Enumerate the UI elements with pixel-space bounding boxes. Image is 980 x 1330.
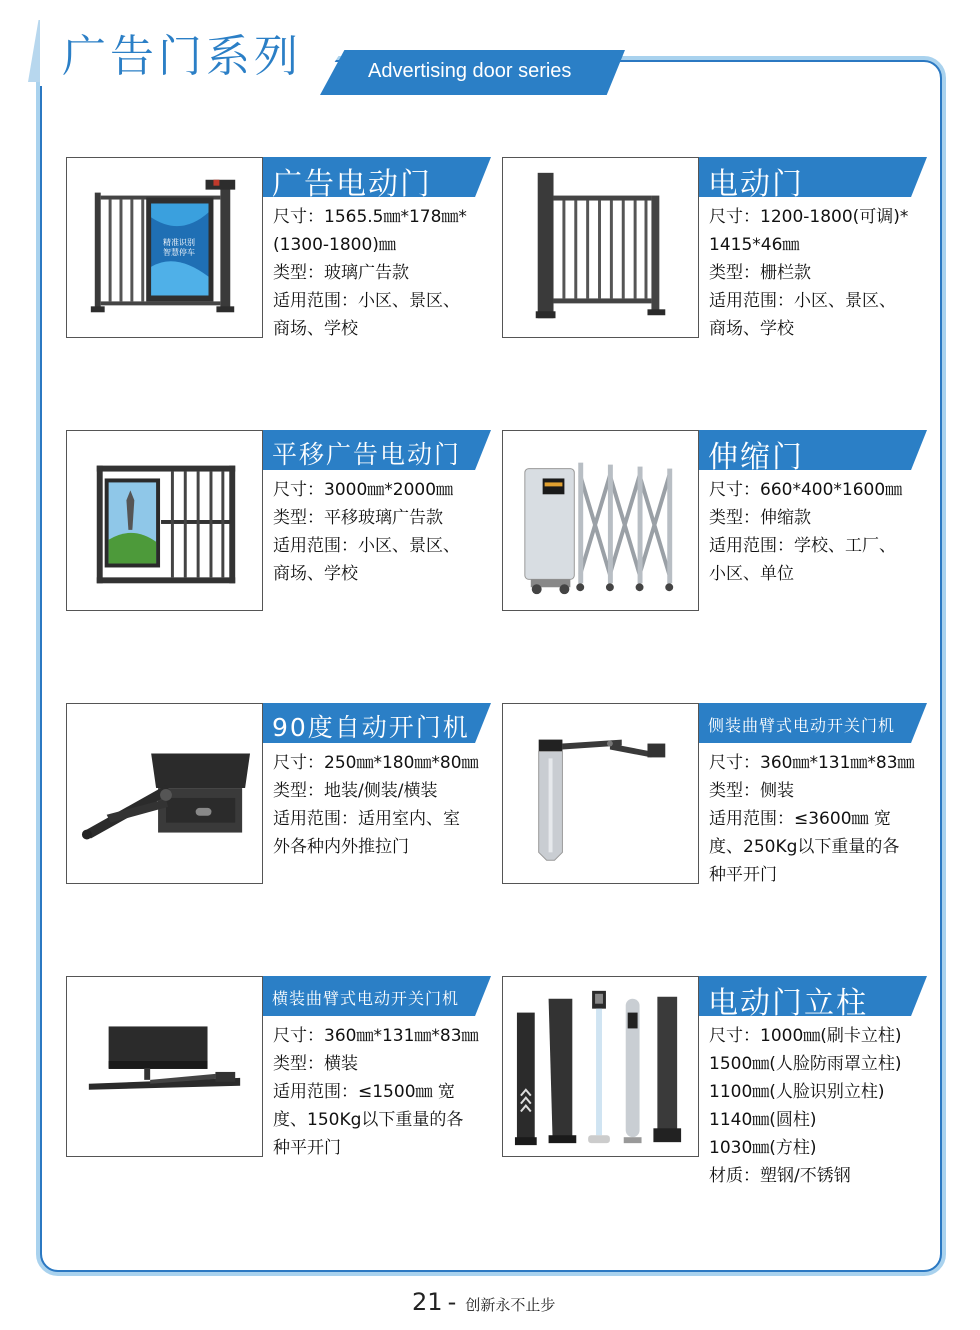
spec-line: 尺寸：660*400*1600㎜	[709, 480, 903, 500]
spec-line: 1030㎜(方柱)	[709, 1138, 817, 1158]
spec-line: 类型：伸缩款	[709, 508, 811, 528]
spec-line: 类型：横装	[273, 1054, 358, 1074]
spec-line: 类型：玻璃广告款	[273, 263, 409, 283]
product-specs	[273, 749, 498, 861]
product-title: 电动门	[708, 167, 804, 202]
spec-line: 1100㎜(人脸识别立柱)	[709, 1082, 885, 1102]
screen-text-line: 智慧停车	[163, 248, 195, 257]
door-opener-image	[66, 703, 263, 884]
spec-line: 尺寸：360㎜*131㎜*83㎜	[709, 753, 915, 773]
footer-separator: -	[447, 1288, 457, 1316]
electric-gate-image	[502, 157, 699, 338]
product-specs	[709, 203, 934, 343]
spec-line: 适用范围：小区、景区、	[273, 291, 460, 311]
spec-line: 商场、学校	[273, 319, 358, 339]
spec-line: 类型：栅栏款	[709, 263, 811, 283]
spec-line: 适用范围：≤1500㎜ 宽	[273, 1082, 455, 1102]
spec-line: 1500㎜(人脸防雨罩立柱)	[709, 1054, 902, 1074]
spec-line: (1300-1800)㎜	[273, 235, 396, 255]
spec-line: 外各种内外推拉门	[273, 837, 409, 857]
spec-line: 类型：地装/侧装/横装	[273, 781, 438, 801]
spec-line: 适用范围：适用室内、室	[273, 809, 460, 829]
screen-text-line: 精准识别	[163, 238, 195, 247]
product-specs	[709, 476, 934, 588]
product-title: 横装曲臂式电动开关门机	[272, 989, 460, 1008]
page-footer	[412, 1288, 555, 1316]
page-title: 广告门系列	[62, 31, 302, 82]
product-specs	[273, 476, 498, 588]
spec-line: 商场、学校	[709, 319, 794, 339]
product-specs	[273, 203, 498, 343]
spec-line: 尺寸：1200-1800(可调)*	[709, 207, 909, 227]
product-title: 伸缩门	[708, 440, 804, 475]
spec-line: 1140㎜(圆柱)	[709, 1110, 817, 1130]
spec-line: 商场、学校	[273, 564, 358, 584]
spec-line: 种平开门	[273, 1138, 341, 1158]
spec-line: 适用范围：≤3600㎜ 宽	[709, 809, 891, 829]
spec-line: 尺寸：360㎜*131㎜*83㎜	[273, 1026, 479, 1046]
page-number: 21	[412, 1288, 443, 1316]
spec-line: 小区、单位	[709, 564, 794, 584]
sliding-ad-gate-image	[66, 430, 263, 611]
spec-line: 度、150Kg以下重量的各	[273, 1110, 464, 1130]
spec-line: 尺寸：250㎜*180㎜*80㎜	[273, 753, 479, 773]
horizontal-arm-opener-image	[66, 976, 263, 1157]
spec-line: 适用范围：小区、景区、	[709, 291, 896, 311]
spec-line: 适用范围：学校、工厂、	[709, 536, 896, 556]
product-title: 电动门立柱	[708, 986, 868, 1021]
advertising-gate-image	[66, 157, 263, 338]
product-specs	[273, 1022, 498, 1162]
spec-line: 尺寸：1565.5㎜*178㎜*	[273, 207, 467, 227]
product-specs	[709, 1022, 934, 1190]
spec-line: 适用范围：小区、景区、	[273, 536, 460, 556]
product-title: 广告电动门	[272, 167, 432, 202]
gate-posts-image	[502, 976, 699, 1157]
side-arm-opener-image	[502, 703, 699, 884]
gate-ad-screen-text	[163, 238, 195, 258]
product-title: 平移广告电动门	[272, 440, 462, 469]
product-title: 90度自动开门机	[272, 713, 470, 742]
spec-line: 材质：塑钢/不锈钢	[709, 1166, 851, 1186]
spec-line: 种平开门	[709, 865, 777, 885]
product-specs	[709, 749, 934, 889]
spec-line: 类型：平移玻璃广告款	[273, 508, 443, 528]
spec-line: 类型：侧装	[709, 781, 794, 801]
spec-line: 尺寸：1000㎜(刷卡立柱)	[709, 1026, 902, 1046]
spec-line: 度、250Kg以下重量的各	[709, 837, 900, 857]
product-title: 侧装曲臂式电动开关门机	[708, 716, 896, 735]
page-subtitle: Advertising door series	[368, 60, 572, 82]
spec-line: 尺寸：3000㎜*2000㎜	[273, 480, 454, 500]
spec-line: 1415*46㎜	[709, 235, 800, 255]
retractable-gate-image	[502, 430, 699, 611]
footer-slogan: 创新永不止步	[465, 1296, 556, 1314]
